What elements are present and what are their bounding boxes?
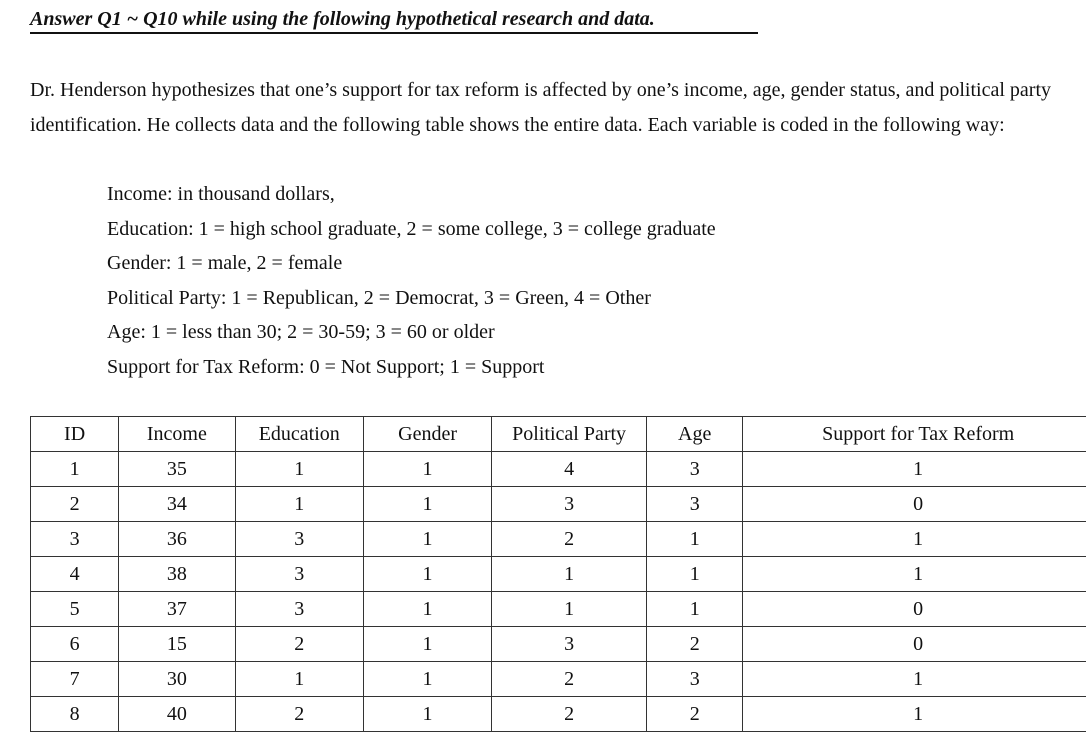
cell-gender: 1	[363, 592, 491, 627]
cell-education: 1	[235, 662, 363, 697]
code-income: Income: in thousand dollars,	[107, 183, 335, 205]
cell-education: 2	[235, 697, 363, 732]
cell-gender: 1	[363, 662, 491, 697]
cell-gender: 1	[363, 487, 491, 522]
table-row	[31, 487, 1086, 522]
cell-education: 1	[235, 487, 363, 522]
cell-age: 1	[647, 557, 743, 592]
cell-political-party: 1	[492, 557, 647, 592]
code-gender: Gender: 1 = male, 2 = female	[107, 252, 343, 274]
cell-income: 15	[119, 627, 235, 662]
cell-education: 3	[235, 592, 363, 627]
cell-age: 2	[647, 697, 743, 732]
cell-income: 40	[119, 697, 235, 732]
cell-id: 3	[31, 522, 119, 557]
coding-scheme	[107, 177, 716, 384]
header-gender: Gender	[363, 417, 491, 452]
cell-political-party: 2	[492, 522, 647, 557]
cell-political-party: 3	[492, 627, 647, 662]
cell-support: 0	[743, 487, 1086, 522]
cell-support: 1	[743, 697, 1086, 732]
cell-political-party: 2	[492, 662, 647, 697]
table-row	[31, 452, 1086, 487]
cell-age: 3	[647, 662, 743, 697]
cell-income: 36	[119, 522, 235, 557]
cell-education: 3	[235, 557, 363, 592]
cell-id: 7	[31, 662, 119, 697]
page-heading: Answer Q1 ~ Q10 while using the following hypothetical research and data.	[30, 6, 758, 34]
table-row	[31, 592, 1086, 627]
cell-income: 34	[119, 487, 235, 522]
cell-political-party: 3	[492, 487, 647, 522]
cell-support: 1	[743, 452, 1086, 487]
cell-gender: 1	[363, 627, 491, 662]
header-id: ID	[31, 417, 119, 452]
cell-age: 2	[647, 627, 743, 662]
cell-age: 1	[647, 522, 743, 557]
cell-id: 6	[31, 627, 119, 662]
header-education: Education	[235, 417, 363, 452]
code-support: Support for Tax Reform: 0 = Not Support; 1 = Support	[107, 355, 545, 378]
data-table	[30, 416, 1086, 732]
cell-id: 4	[31, 557, 119, 592]
code-political-party: Political Party: 1 = Republican, 2 = Democrat, 3 = Green, 4 = Other	[107, 286, 651, 309]
header-income: Income	[119, 417, 235, 452]
table-row	[31, 662, 1086, 697]
cell-id: 5	[31, 592, 119, 627]
cell-support: 0	[743, 592, 1086, 627]
cell-id: 1	[31, 452, 119, 487]
code-education: Education: 1 = high school graduate, 2 = some college, 3 = college graduate	[107, 217, 716, 240]
table-row	[31, 697, 1086, 732]
cell-support: 0	[743, 627, 1086, 662]
cell-gender: 1	[363, 557, 491, 592]
intro-paragraph: Dr. Henderson hypothesizes that one’s support for tax reform is affected by one’s income, age, gender status, and political party identification. He collects data and the following table shows the entire data. Each variable is coded in the following way:	[30, 79, 1052, 136]
cell-income: 30	[119, 662, 235, 697]
cell-id: 8	[31, 697, 119, 732]
cell-political-party: 1	[492, 592, 647, 627]
cell-political-party: 4	[492, 452, 647, 487]
table-header-row	[31, 417, 1086, 452]
header-support: Support for Tax Reform	[743, 417, 1086, 452]
cell-gender: 1	[363, 452, 491, 487]
cell-gender: 1	[363, 522, 491, 557]
cell-support: 1	[743, 522, 1086, 557]
cell-support: 1	[743, 557, 1086, 592]
cell-income: 37	[119, 592, 235, 627]
cell-age: 3	[647, 487, 743, 522]
cell-gender: 1	[363, 697, 491, 732]
header-political-party: Political Party	[492, 417, 647, 452]
cell-income: 35	[119, 452, 235, 487]
cell-political-party: 2	[492, 697, 647, 732]
cell-id: 2	[31, 487, 119, 522]
cell-age: 1	[647, 592, 743, 627]
code-age: Age: 1 = less than 30; 2 = 30-59; 3 = 60 or older	[107, 321, 495, 343]
cell-age: 3	[647, 452, 743, 487]
table-row	[31, 522, 1086, 557]
cell-income: 38	[119, 557, 235, 592]
table-row	[31, 627, 1086, 662]
cell-education: 1	[235, 452, 363, 487]
cell-education: 2	[235, 627, 363, 662]
header-age: Age	[647, 417, 743, 452]
cell-education: 3	[235, 522, 363, 557]
cell-support: 1	[743, 662, 1086, 697]
table-row	[31, 557, 1086, 592]
